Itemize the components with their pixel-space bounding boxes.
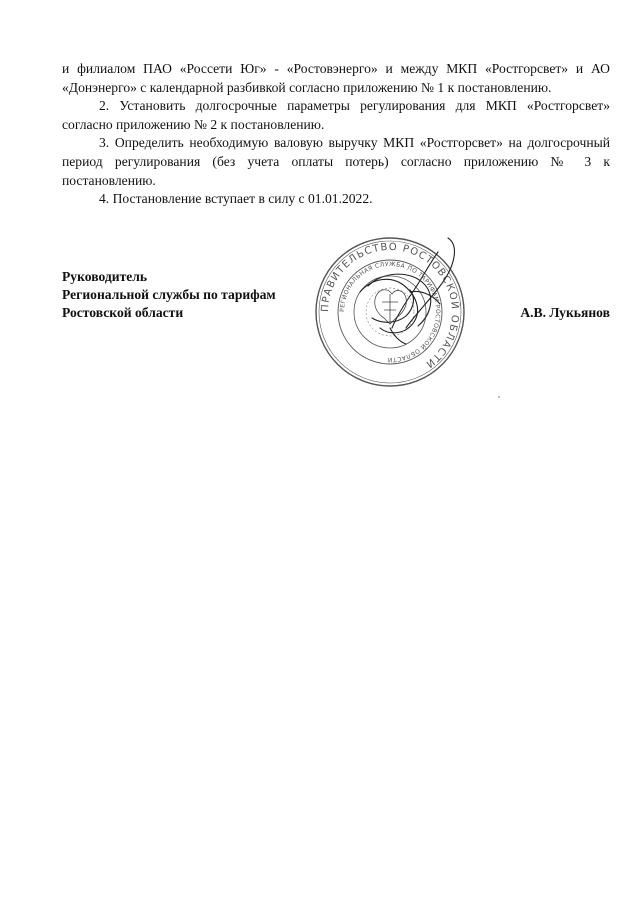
seal-signature-graphic bbox=[310, 232, 470, 392]
scan-speck bbox=[498, 396, 500, 398]
signatory-position-line-3: Ростовской области bbox=[62, 305, 184, 320]
signatory-position-line-2: Региональной службы по тарифам bbox=[62, 287, 276, 302]
svg-text:ПРАВИТЕЛЬСТВО РОСТОВСКОЙ ОБЛАС: ПРАВИТЕЛЬСТВО РОСТОВСКОЙ ОБЛАСТИ bbox=[319, 241, 461, 370]
signatory-position-line-1: Руководитель bbox=[62, 269, 148, 284]
paragraph-item-3: 3. Определить необходимую валовую выручку МКП «Ростгорсвет» на долгосрочный период регулирования (без учета оплаты потерь) согласно приложению № 3 к постановлению. bbox=[62, 135, 610, 188]
paragraph-continuation: и филиалом ПАО «Россети Юг» - «Ростовэнерго» и между МКП «Ростгорсвет» и АО «Донэнерго» с календарной разбивкой согласно приложению № 1 к постановлению. bbox=[62, 61, 610, 95]
signatory-name: А.В. Лукьянов bbox=[520, 305, 610, 320]
document-body bbox=[62, 60, 610, 209]
paragraph-item-2: 2. Установить долгосрочные параметры регулирования для МКП «Ростгорсвет» согласно приложению № 2 к постановлению. bbox=[62, 98, 610, 132]
paragraph-item-4: 4. Постановление вступает в силу с 01.01.2022. bbox=[99, 191, 373, 207]
svg-text:РЕГИОНАЛЬНАЯ СЛУЖБА ПО ТАРИФАМ: РЕГИОНАЛЬНАЯ СЛУЖБА ПО ТАРИФАМ РОСТОВСКОЙ ОБЛАСТИ bbox=[338, 260, 442, 364]
official-seal-stamp bbox=[310, 232, 470, 392]
